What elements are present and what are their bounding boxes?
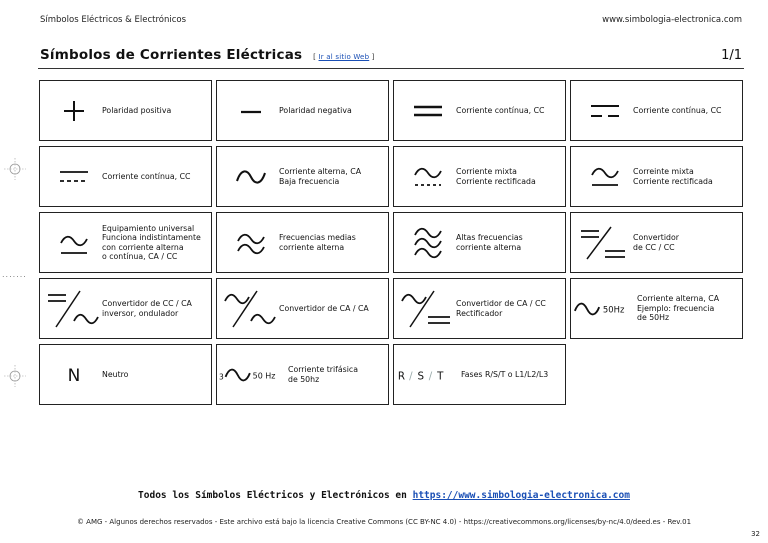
symbol-description: Corriente mixta Corriente rectificada: [456, 167, 536, 186]
symbol-description: Polaridad positiva: [102, 105, 172, 115]
inverter-icon: [44, 287, 102, 331]
website-link[interactable]: Ir al sitio Web: [318, 53, 370, 61]
symbol-description: Equipamiento universal Funciona indistintamente con corriente alterna o contínua, CA / CC: [102, 223, 201, 261]
dc-double-line-icon: [398, 89, 456, 133]
symbol-description: Polaridad negativa: [279, 105, 352, 115]
footer-website-link[interactable]: https://www.simbologia-electronica.com: [412, 490, 630, 501]
symbol-description: Correinte mixta Corriente rectificada: [633, 167, 713, 186]
crosshair-icon: [4, 365, 26, 387]
footer-promo: [0, 490, 768, 501]
frequency-label: 50 Hz: [252, 371, 276, 381]
plus-icon: [44, 89, 102, 133]
phase-separator: /: [428, 370, 433, 383]
phase-r-label: R: [397, 370, 406, 383]
symbol-cell: [216, 212, 389, 273]
symbol-description: Corriente alterna, CA Baja frecuencia: [279, 167, 362, 186]
header-right: www.simbologia-electronica.com: [602, 15, 742, 25]
phase-separator: /: [409, 370, 413, 383]
symbol-cell: [570, 278, 743, 339]
symbol-description: Corriente contínua, CC: [102, 171, 191, 181]
rectifier-icon: [398, 287, 456, 331]
symbol-cell: [393, 80, 566, 141]
ac-50hz-icon: [573, 287, 635, 331]
crosshair-icon: [4, 158, 26, 180]
high-frequency-icon: [398, 221, 456, 265]
website-link-group: [313, 53, 374, 61]
symbol-cell: [39, 146, 212, 207]
symbol-description: Convertidor de CA / CA: [279, 303, 369, 313]
footer-promo-text: Todos los Símbolos Eléctricos y Electrónicos en: [138, 490, 407, 501]
symbol-cell: [570, 80, 743, 141]
symbol-description: Convertidor de CC / CA inversor, ondulador: [102, 299, 192, 318]
symbol-description: Corriente trifásica de 50hz: [288, 365, 358, 384]
bracket-open: [: [313, 53, 317, 61]
dc-split-line-icon: [575, 89, 633, 133]
symbol-grid: [39, 80, 743, 408]
symbol-cell: [216, 80, 389, 141]
symbol-description: Altas frecuencias corriente alterna: [456, 233, 523, 252]
page-title: [40, 47, 375, 63]
symbol-cell: [39, 278, 212, 339]
page-counter: 1/1: [721, 48, 742, 63]
medium-frequency-icon: [221, 221, 279, 265]
symbol-cell: [39, 212, 212, 273]
symbol-description: Corriente contínua, CC: [633, 105, 722, 115]
minus-icon: [221, 89, 279, 133]
dc-dashed-icon: [44, 155, 102, 199]
footer-license: © AMG - Algunos derechos reservados - Este archivo está bajo la licencia Creative Commons (CC BY-NC 4.0) - https://creativecommons.org/licenses/by-nc/4.0/deed.es - Rev.01: [76, 518, 692, 526]
margin-dots: .......: [2, 270, 27, 279]
phase-t-label: T: [437, 370, 444, 383]
frequency-label: 50Hz: [602, 304, 625, 315]
symbol-cell: [393, 278, 566, 339]
symbol-cell: [39, 80, 212, 141]
dc-dc-converter-icon: [575, 221, 633, 265]
phases-icon: [396, 353, 458, 397]
phase-count-label: 3: [219, 372, 224, 382]
ac-low-frequency-icon: [221, 155, 279, 199]
neutral-label: N: [67, 366, 81, 386]
symbol-cell: [570, 212, 743, 273]
symbol-description: Neutro: [102, 369, 129, 379]
symbol-cell: [39, 344, 212, 405]
symbol-cell: [393, 344, 566, 405]
phase-s-label: S: [417, 370, 425, 383]
ac-ac-converter-icon: [221, 287, 279, 331]
mixed-current-dotted-icon: [398, 155, 456, 199]
three-phase-icon: [219, 353, 281, 397]
symbol-cell: [216, 146, 389, 207]
mixed-current-icon: [575, 155, 633, 199]
symbol-cell: [216, 278, 389, 339]
symbol-description: Convertidor de CC / CC: [633, 233, 679, 252]
symbol-cell: [393, 146, 566, 207]
neutral-icon: [44, 353, 102, 397]
symbol-description: Frecuencias medias corriente alterna: [279, 233, 356, 252]
symbol-cell: [393, 212, 566, 273]
symbol-cell: [216, 344, 389, 405]
title-divider: [38, 68, 744, 69]
title-main: Símbolos de Corrientes Eléctricas: [40, 47, 303, 63]
page-number: 32: [751, 530, 760, 538]
symbol-description: Convertidor de CA / CC Rectificador: [456, 299, 546, 318]
universal-equipment-icon: [44, 221, 102, 265]
header-left: Símbolos Eléctricos & Electrónicos: [40, 15, 187, 25]
symbol-description: Corriente contínua, CC: [456, 105, 545, 115]
bracket-close: ]: [371, 53, 375, 61]
symbol-cell: [570, 146, 743, 207]
symbol-description: Corriente alterna, CA Ejemplo: frecuencia de 50Hz: [637, 294, 720, 323]
symbol-description: Fases R/S/T o L1/L2/L3: [461, 369, 549, 379]
